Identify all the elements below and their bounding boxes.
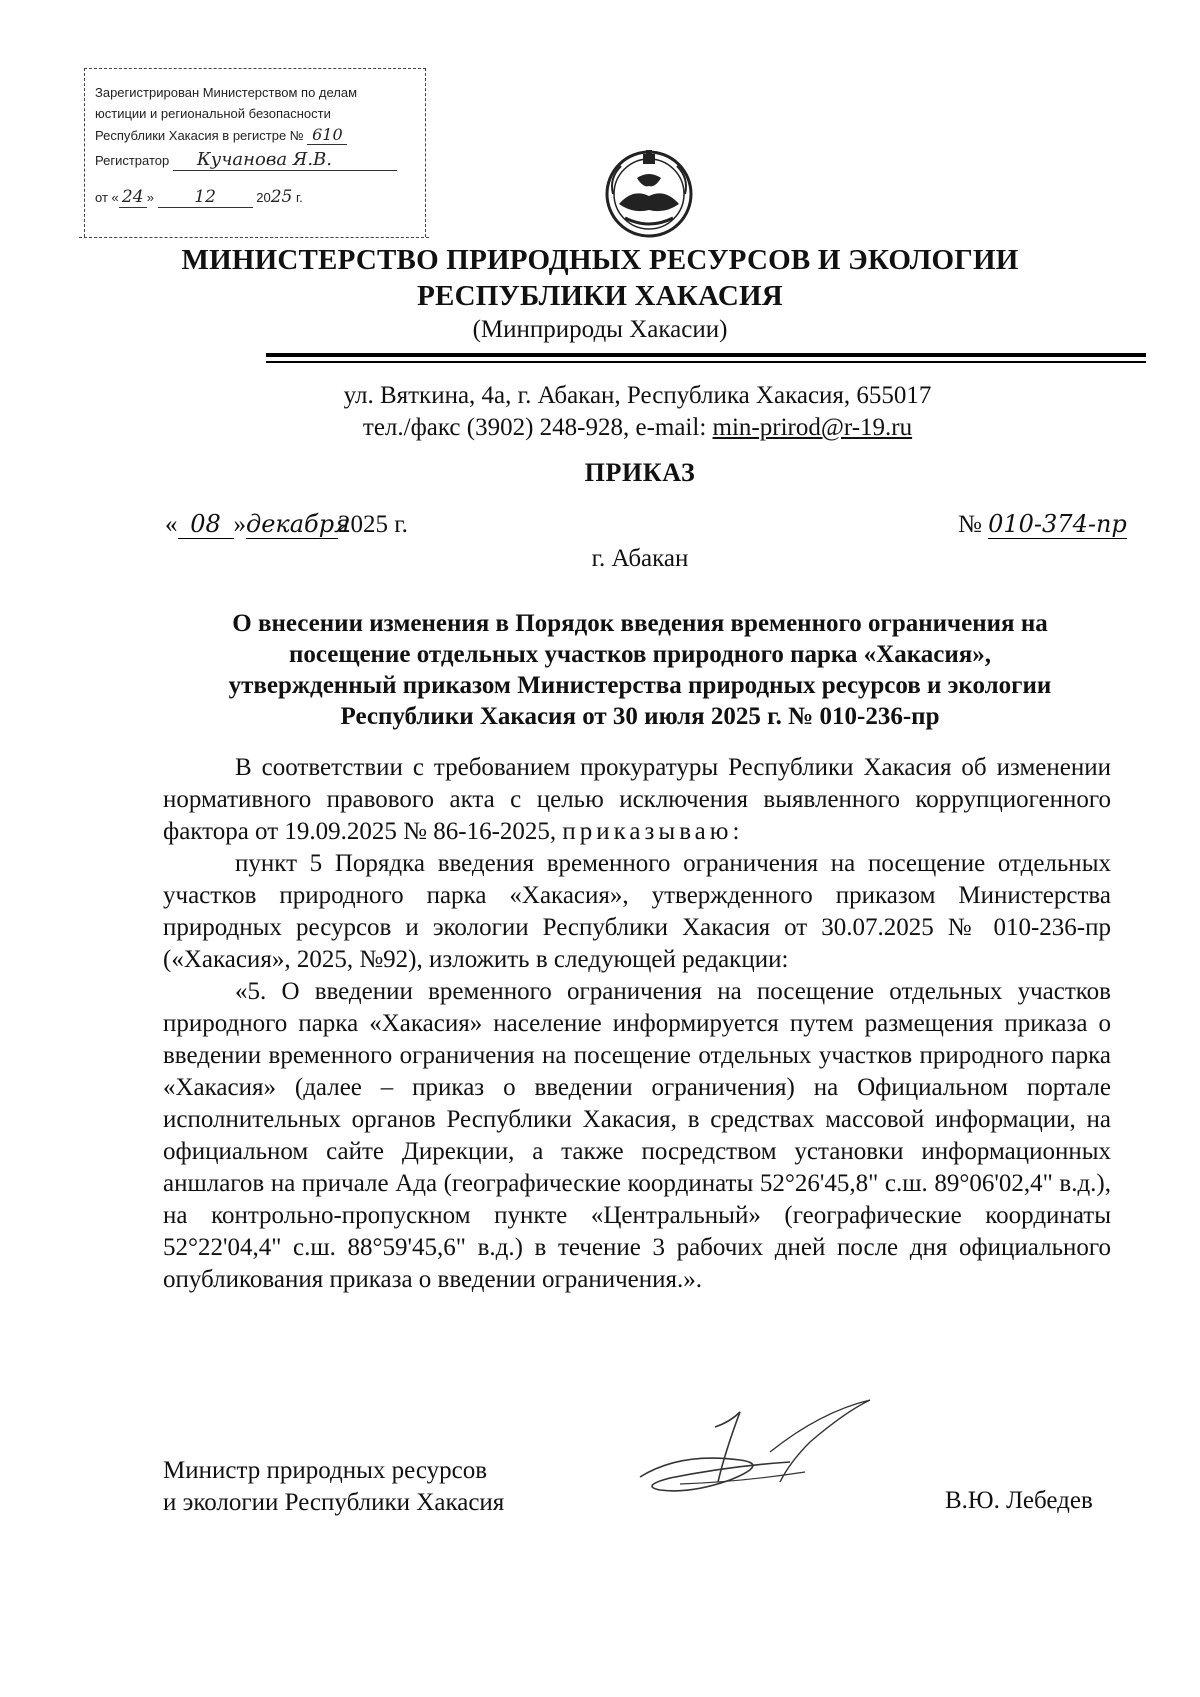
org-short-name: (Минприроды Хакасии): [472, 316, 728, 343]
header-rule-thick: [266, 353, 1146, 357]
body-order-word: приказываю:: [562, 818, 744, 845]
subject-line-1: О внесении изменения в Порядок введения временного ограничения на: [232, 610, 1048, 637]
order-city: г. Абакан: [591, 545, 689, 572]
org-name-line-2: РЕСПУБЛИКИ ХАКАСИЯ: [417, 280, 783, 312]
stamp-registrar-name: Кучанова Я.В.: [173, 149, 397, 171]
stamp-reg-number: 610: [307, 125, 347, 145]
subject-line-3: утвержденный приказом Министерства природных ресурсов и экологии: [228, 672, 1052, 699]
stamp-date-prefix: от: [95, 190, 108, 205]
stamp-date-month: 12: [158, 187, 253, 208]
signatory-position-line-2: и экологии Республики Хакасия: [163, 1489, 505, 1516]
order-number-value: 010-374-пр: [988, 510, 1127, 538]
signatory-name: В.Ю. Лебедев: [945, 1487, 1093, 1514]
stamp-date-day: 24: [119, 187, 147, 208]
handwritten-signature: [620, 1382, 920, 1522]
order-date: [165, 510, 408, 539]
order-date-day: 08: [178, 510, 234, 539]
registration-stamp: [84, 68, 426, 237]
stamp-line-1: Зарегистрирован Министерством по делам: [95, 85, 358, 100]
body-paragraph-3: «5. О введении временного ограничения на посещение отдельных участков природного парка «Хакасия» население информируется путем размещения приказа о введении временного ограничения на посещение отдельных участков природного парка «Хакасия» (далее – приказ о введении ограничения) на Официальном портале исполнительных органов Республики Хакасия, в средствах массовой информации, на официальном сайте Дирекции, а также посредством установки информационных аншлагов на причале Ада (географические координаты 52°26'45,8" с.ш. 89°06'02,4" в.д.), на контрольно-пропускном пункте «Центральный» (географические координаты 52°22'04,4" с.ш. 88°59'45,6" в.д.) в течение 3 рабочих дней после дня официального опубликования приказа о введении ограничения.».: [163, 978, 1111, 1293]
order-subject: [175, 608, 1105, 732]
org-contacts: [0, 414, 1200, 442]
signatory-position-line-1: Министр природных ресурсов: [163, 1457, 488, 1484]
stamp-line-3-text: Республики Хакасия в регистре №: [95, 128, 304, 143]
body-paragraph-1: [163, 752, 1111, 848]
header-rule-thin: [266, 361, 1146, 363]
stamp-date: от « 24 » 12 2025 г.: [95, 187, 303, 207]
date-close-quote: »: [233, 511, 246, 538]
order-number: [958, 510, 1127, 539]
signatory-position: [163, 1455, 504, 1519]
stamp-date-suffix: г.: [295, 190, 303, 205]
stamp-date-year-suffix: 25: [270, 187, 293, 207]
org-name-line-1: МИНИСТЕРСТВО ПРИРОДНЫХ РЕСУРСОВ И ЭКОЛОГИИ: [181, 244, 1019, 276]
stamp-registrar: [95, 149, 397, 171]
order-body: [163, 752, 1111, 1296]
order-date-month: декабря: [246, 510, 350, 538]
body-paragraph-1-text: В соответствии с требованием прокуратуры Республики Хакасия об изменении нормативного правового акта с целью исключения выявленного коррупциогенного фактора от 19.09.2025 № 86-16-2025,: [163, 754, 1111, 845]
subject-line-4: Республики Хакасия от 30 июля 2025 г. № 010-236-пр: [340, 703, 940, 730]
coat-of-arms-icon: [603, 148, 695, 240]
org-email-link[interactable]: min-prirod@r-19.ru: [712, 414, 913, 441]
stamp-date-year-prefix: 20: [256, 190, 271, 205]
order-number-prefix: №: [958, 511, 982, 538]
org-phone: тел./факс (3902) 248-928, e-mail:: [362, 414, 713, 441]
org-address: ул. Вяткина, 4а, г. Абакан, Республика Хакасия, 655017: [343, 382, 932, 409]
body-paragraph-2: пункт 5 Порядка введения временного ограничения на посещение отдельных участков природного парка «Хакасия», утвержденного приказом Министерства природных ресурсов и экологии Республики Хакасия от 30.07.2025 № 010-236-пр («Хакасия», 2025, №92), изложить в следующей редакции:: [163, 850, 1111, 973]
stamp-line-2: юстиции и региональной безопасности: [95, 106, 331, 121]
subject-line-2: посещение отдельных участков природного парка «Хакасия»,: [288, 641, 992, 668]
stamp-line-3: [95, 125, 347, 145]
date-open-quote: «: [165, 511, 178, 538]
stamp-registrar-label: Регистратор: [95, 153, 170, 168]
order-date-year: 2025 г.: [338, 511, 408, 538]
document-title: ПРИКАЗ: [584, 458, 696, 487]
